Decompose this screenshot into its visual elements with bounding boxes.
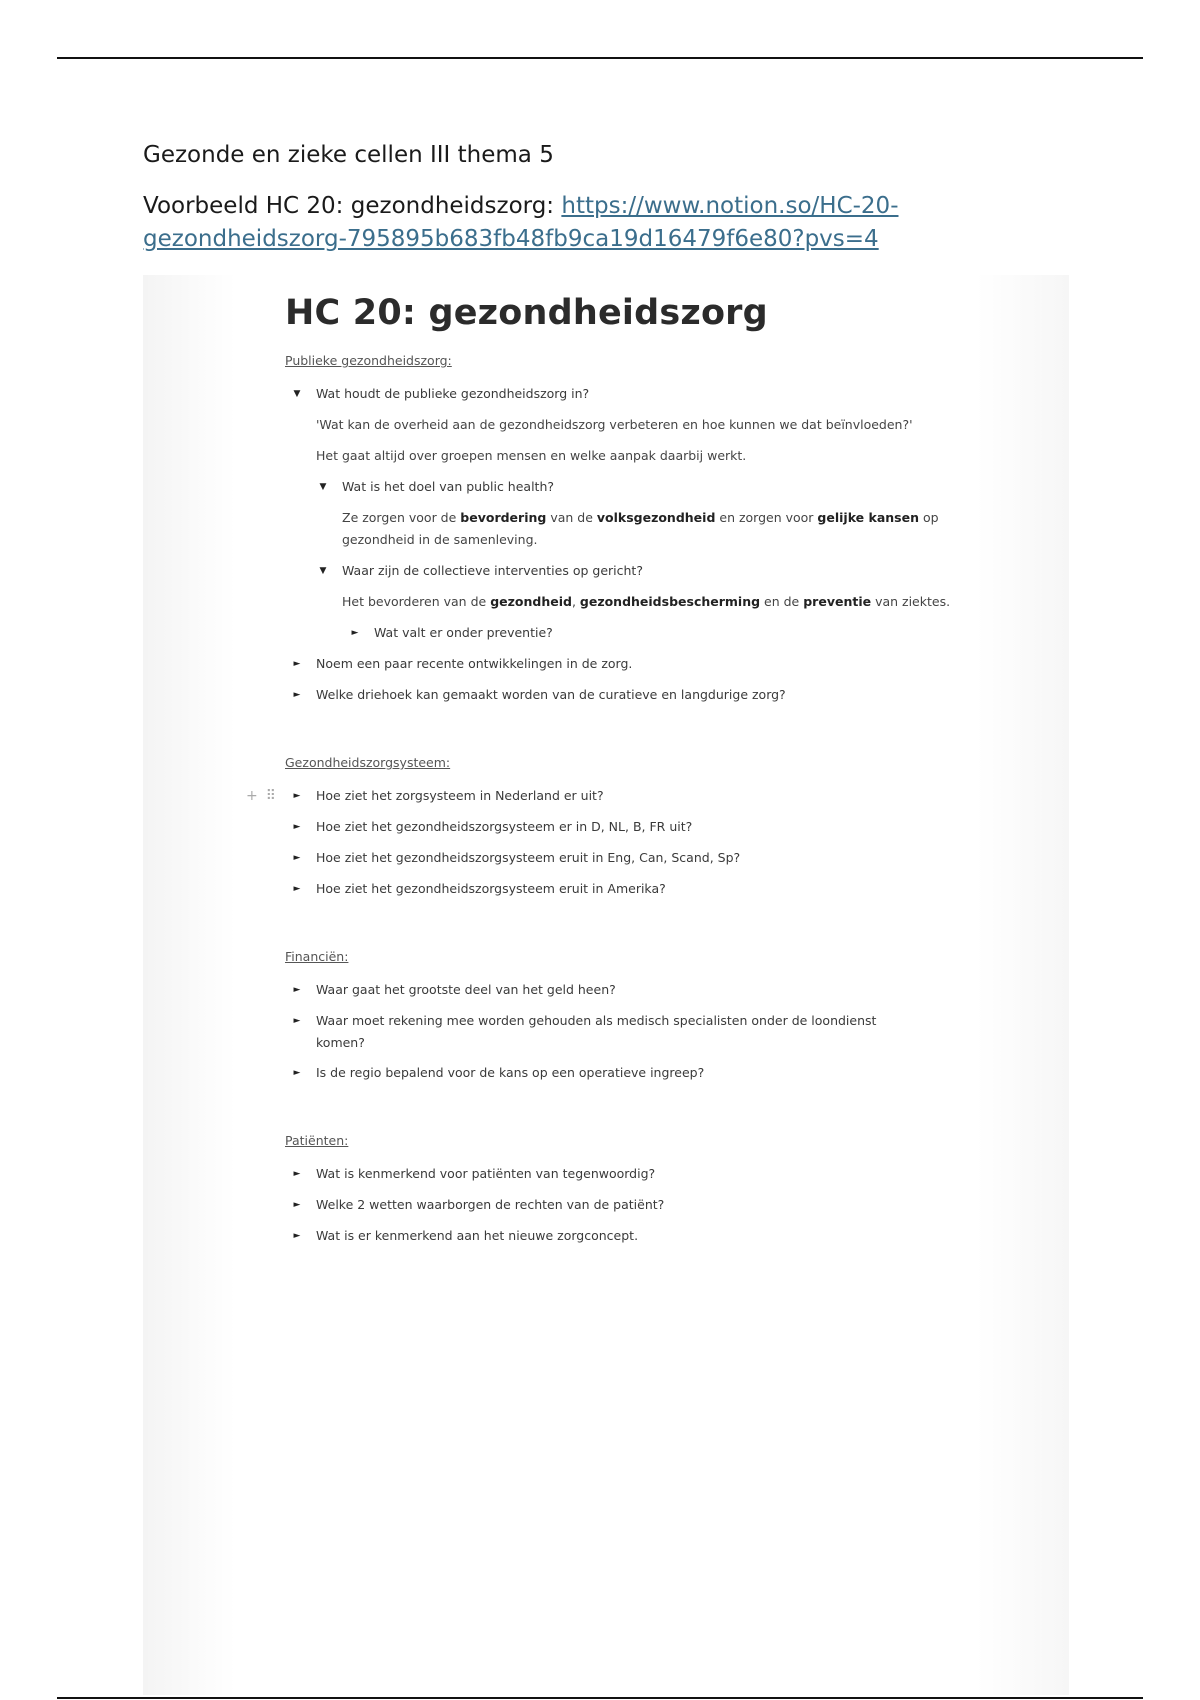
toggle-item[interactable] xyxy=(290,878,985,909)
toggle-closed-icon[interactable]: ► xyxy=(293,1200,301,1210)
toggle-closed-icon[interactable]: ► xyxy=(293,853,301,863)
toggle-label: Hoe ziet het gezondheidszorgsysteem er in D, NL, B, FR uit? xyxy=(316,819,693,834)
toggle-label: Wat is er kenmerkend aan het nieuwe zorgconcept. xyxy=(316,1228,639,1243)
toggle-item[interactable] xyxy=(290,1194,985,1225)
toggle-item[interactable] xyxy=(316,560,985,613)
toggle-label: Is de regio bepalend voor de kans op een operatieve ingreep? xyxy=(316,1065,705,1080)
toggle-label: Welke 2 wetten waarborgen de rechten van de patiënt? xyxy=(316,1197,665,1212)
section-heading-financien: Financiën: xyxy=(285,949,349,964)
toggle-closed-icon[interactable]: ► xyxy=(351,628,359,638)
section-heading-systeem: Gezondheidszorgsysteem: xyxy=(285,755,451,770)
example-label: Voorbeeld HC 20: gezondheidszorg: xyxy=(143,193,562,219)
toggle-closed-icon[interactable]: ► xyxy=(293,1231,301,1241)
toggle-closed-icon[interactable]: ► xyxy=(293,1016,301,1026)
toggle-closed-icon[interactable]: ► xyxy=(293,791,301,801)
toggle-label: Wat valt er onder preventie? xyxy=(374,625,553,640)
toggle-label: Hoe ziet het gezondheidszorgsysteem eruit in Eng, Can, Scand, Sp? xyxy=(316,850,741,865)
toggle-open-icon[interactable]: ▼ xyxy=(319,566,327,576)
quote-text: 'Wat kan de overheid aan de gezondheidszorg verbeteren en hoe kunnen we dat beïnvloeden?' xyxy=(316,417,913,432)
toggle-item[interactable] xyxy=(290,1010,985,1062)
example-line xyxy=(143,190,1023,256)
toggle-closed-icon[interactable]: ► xyxy=(293,690,301,700)
toggle-label: Waar moet rekening mee worden gehouden als medisch specialisten onder de loondienst komen? xyxy=(316,1013,877,1050)
toggle-label: Welke driehoek kan gemaakt worden van de curatieve en langdurige zorg? xyxy=(316,687,786,702)
toggle-closed-icon[interactable]: ► xyxy=(293,659,301,669)
toggle-label: Wat houdt de publieke gezondheidszorg in? xyxy=(316,386,590,401)
toggle-label: Wat is het doel van public health? xyxy=(342,479,554,494)
toggle-closed-icon[interactable]: ► xyxy=(293,884,301,894)
toggle-item[interactable] xyxy=(290,1225,985,1256)
toggle-item[interactable] xyxy=(290,847,985,878)
toggle-item[interactable] xyxy=(348,622,985,653)
toggle-label: Hoe ziet het zorgsysteem in Nederland er uit? xyxy=(316,788,604,803)
plus-icon[interactable]: + xyxy=(246,788,258,804)
toggle-item[interactable] xyxy=(290,383,985,467)
drag-handle-icon[interactable]: ⠿ xyxy=(265,788,276,804)
answer-text: Het bevorderen van de gezondheid, gezondheidsbescherming en de preventie van ziektes. xyxy=(342,594,951,609)
toggle-item[interactable] xyxy=(290,816,985,847)
toggle-closed-icon[interactable]: ► xyxy=(293,1169,301,1179)
toggle-label: Noem een paar recente ontwikkelingen in de zorg. xyxy=(316,656,633,671)
section-heading-publiek: Publieke gezondheidszorg: xyxy=(285,353,452,368)
document-title: Gezonde en zieke cellen III thema 5 xyxy=(143,142,554,168)
toggle-label: Wat is kenmerkend voor patiënten van tegenwoordig? xyxy=(316,1166,656,1181)
toggle-closed-icon[interactable]: ► xyxy=(293,985,301,995)
toggle-item[interactable] xyxy=(290,979,985,1010)
body-text: Het gaat altijd over groepen mensen en welke aanpak daarbij werkt. xyxy=(316,448,747,463)
toggle-open-icon[interactable]: ▼ xyxy=(293,389,301,399)
toggle-item[interactable] xyxy=(290,1062,985,1093)
answer-text: Ze zorgen voor de bevordering van de volksgezondheid en zorgen voor gelijke kansen op gezondheid in de samenleving. xyxy=(342,510,939,547)
toggle-open-icon[interactable]: ▼ xyxy=(319,482,327,492)
toggle-closed-icon[interactable]: ► xyxy=(293,822,301,832)
toggle-closed-icon[interactable]: ► xyxy=(293,1068,301,1078)
toggle-label: Waar zijn de collectieve interventies op gericht? xyxy=(342,563,643,578)
notion-page-title: HC 20: gezondheidszorg xyxy=(285,293,768,333)
toggle-item[interactable] xyxy=(246,785,985,816)
block-handle[interactable] xyxy=(246,785,276,807)
toggle-item[interactable] xyxy=(290,684,985,715)
notion-screenshot xyxy=(143,275,1069,1695)
toggle-item[interactable] xyxy=(316,476,985,551)
toggle-item[interactable] xyxy=(290,1163,985,1194)
notion-page xyxy=(246,293,985,1256)
section-heading-patienten: Patiënten: xyxy=(285,1133,349,1148)
toggle-label: Waar gaat het grootste deel van het geld heen? xyxy=(316,982,616,997)
toggle-label: Hoe ziet het gezondheidszorgsysteem eruit in Amerika? xyxy=(316,881,666,896)
notion-link[interactable]: https://www.notion.so/HC-20-gezondheidszorg-795895b683fb48fb9ca19d16479f6e80?pvs=4 xyxy=(143,193,899,252)
toggle-item[interactable] xyxy=(290,653,985,684)
top-rule xyxy=(57,57,1143,59)
bottom-rule xyxy=(57,1697,1143,1699)
